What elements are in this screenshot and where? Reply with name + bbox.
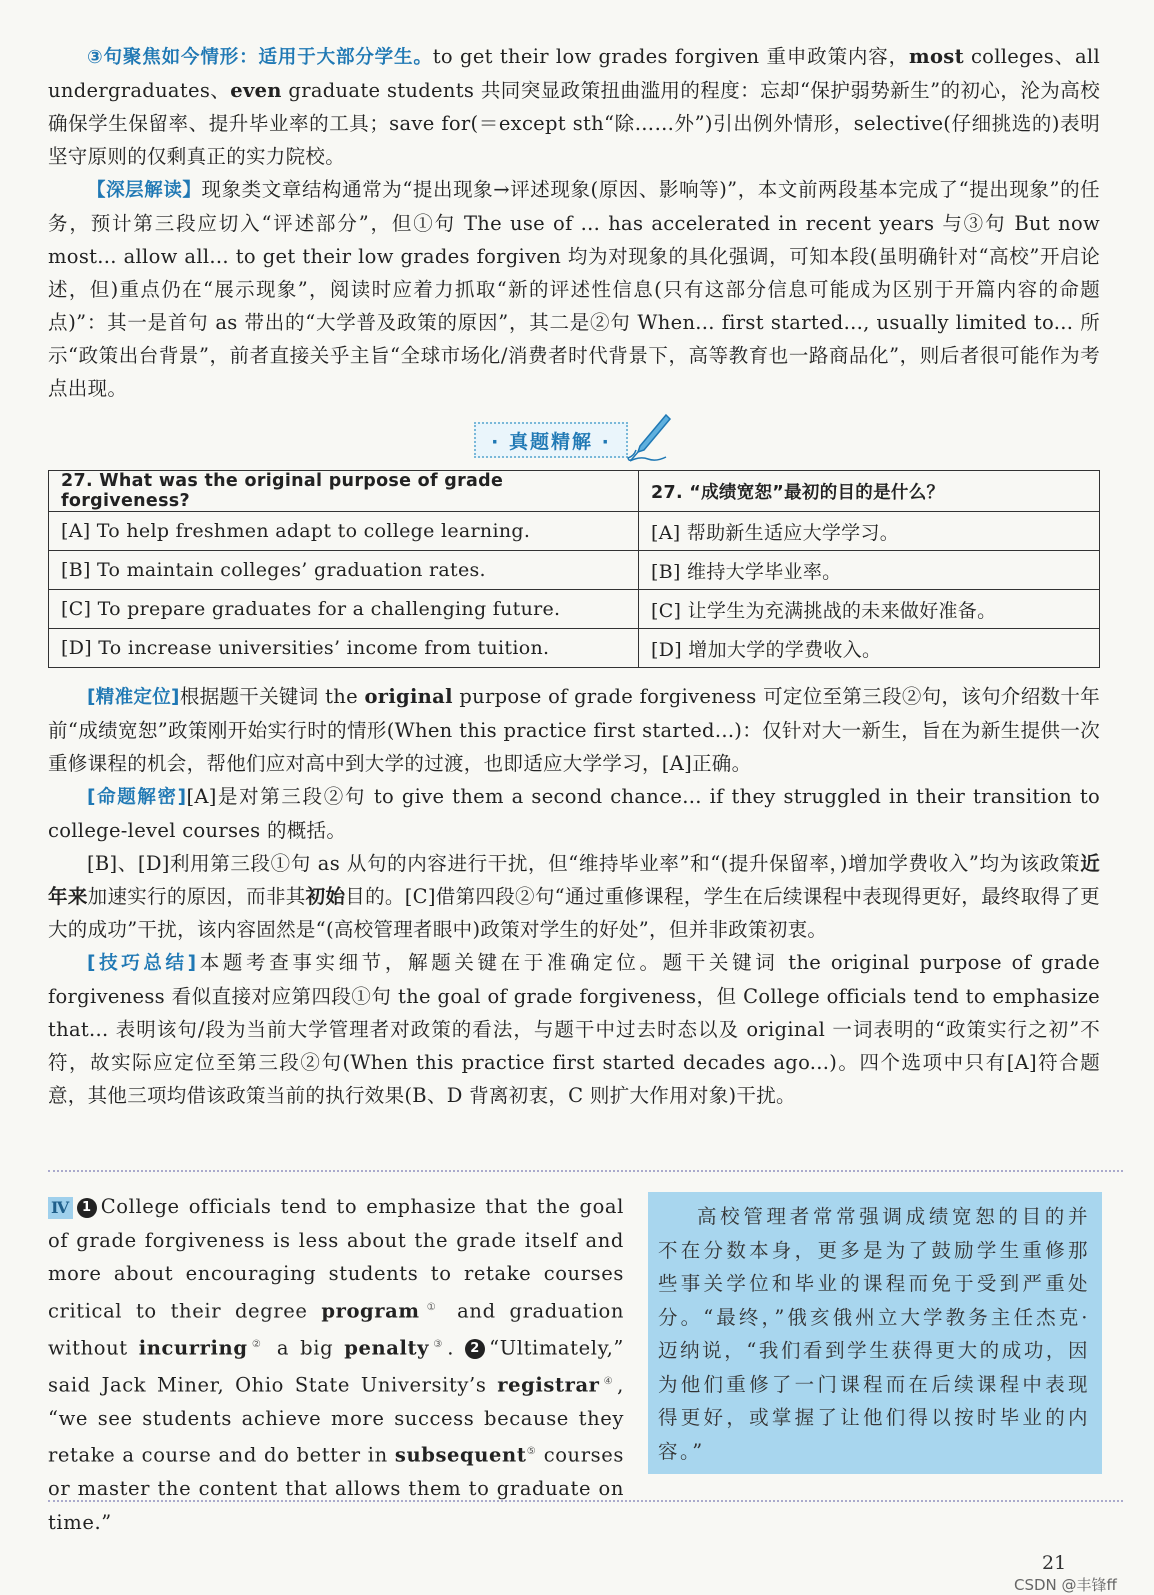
vocab-word: subsequent — [394, 1443, 527, 1467]
deep-reading-tag: 【深层解读】 — [87, 180, 202, 201]
question-stem-row — [49, 471, 1100, 512]
question-stem-en: 27. What was the original purpose of grade forgiveness? — [49, 471, 639, 512]
precise-locate-paragraph: [精准定位]根据题干关键词 the original purpose of grade forgiveness 可定位至第三段②句，该句介绍数十年前“成绩宽恕”政策刚开始实行时的情形(When this practice first started...)：仅针对大一新生，旨在为新生提供一次重修课程的机会，帮他们应对高中到大学的过渡，也即适应大学学习，[A]正确。 — [48, 685, 1100, 775]
paragraph-number-badge: Ⅳ — [48, 1197, 73, 1219]
option-cn: [D] 增加大学的学费收入。 — [639, 629, 1100, 668]
pen-icon — [626, 412, 672, 464]
sentence-focus-highlight: ③句聚焦如今情形：适用于大部分学生。 — [87, 47, 433, 68]
vocab-word: program — [321, 1299, 420, 1322]
translation-box — [648, 1192, 1102, 1474]
sentence-number: 1 — [77, 1198, 97, 1218]
analysis-paragraph: ③句聚焦如今情形：适用于大部分学生。to get their low grades forgiven 重申政策内容，most colleges、all undergraduates、even graduate students 共同突显政策扭曲滥用的程度：忘却“保护弱势新生”的初心，沦为高校确保学生保留率、提升毕业率的工具；save for(＝except sth“除……外”)引出例外情形，selective(仔细挑选的)表明坚守原则的仅剩真正的实力院校。 — [48, 45, 1100, 168]
divider-bottom — [48, 1500, 1123, 1502]
option-en: [B] To maintain colleges’ graduation rates. — [49, 551, 639, 590]
skill-summary-tag: [技巧总结] — [87, 953, 197, 974]
option-row — [49, 512, 1100, 551]
option-cn: [A] 帮助新生适应大学学习。 — [639, 512, 1100, 551]
option-en: [D] To increase universities’ income from tuition. — [49, 629, 639, 668]
decode-tag: [命题解密] — [87, 787, 187, 808]
option-row — [49, 551, 1100, 590]
option-cn: [B] 维持大学毕业率。 — [639, 551, 1100, 590]
divider-top — [48, 1170, 1123, 1172]
decode-paragraph: [命题解密][A]是对第三段②句 to give them a second chance... if they struggled in their transition to college-level courses 的概括。 — [48, 785, 1100, 842]
translation-text: 高校管理者常常强调成绩宽恕的目的并不在分数本身，更多是为了鼓励学生重修那些事关学位和毕业的课程而免于受到严重处分。“最终，”俄亥俄州立大学教务主任杰克·迈纳说，“我们看到学生获得更大的成功，因为他们重修了一门课程而在后续课程中表现得更好，或掌握了让他们得以按时毕业的内容。” — [658, 1205, 1090, 1463]
watermark: CSDN @丰锋ff — [1014, 1576, 1117, 1594]
explanation-section — [48, 680, 1100, 1112]
deep-reading-paragraph: 【深层解读】现象类文章结构通常为“提出现象→评述现象(原因、影响等)”，本文前两段基本完成了“提出现象”的任务，预计第三段应切入“评述部分”，但①句 The use of ... has accelerated in recent years 与③句 But now most... allow all... to get their low grades forgiven 均为对现象的具化强调，可知本段(虽明确针对“高校”开启论述，但)重点仍在“展示现象”，阅读时应着力抓取“新的评述性信息(只有这部分信息可能成为区别于开篇内容的命题点)”：其一是首句 as 带出的“大学普及政策的原因”，其二是②句 When... first started..., usually limited to... 所示“政策出台背景”，前者直接关乎主旨“全球市场化/消费者时代背景下，高等教育也一路商品化”，则后者很可能作为考点出现。 — [48, 178, 1100, 400]
section-banner — [468, 412, 678, 464]
question-table — [48, 470, 1100, 668]
option-cn: [C] 让学生为充满挑战的未来做好准备。 — [639, 590, 1100, 629]
skill-summary-paragraph: [技巧总结]本题考查事实细节，解题关键在于准确定位。题干关键词 the original purpose of grade forgiveness 看似直接对应第四段①句 the goal of grade forgiveness，但 College officials tend to emphasize that... 表明该句/段为当前大学管理者对政策的看法，与题干中过去时态以及 original 一词表明的“政策实行之初”不符，故实际应定位至第三段②句(When this practice first started decades ago...)。四个选项中只有[A]符合题意，其他三项均借该政策当前的执行效果(B、D 背离初衷，C 则扩大作用对象)干扰。 — [48, 951, 1100, 1107]
vocab-word: registrar — [497, 1373, 600, 1396]
precise-locate-tag: [精准定位] — [87, 687, 180, 708]
question-stem-cn: 27. “成绩宽恕”最初的目的是什么？ — [639, 471, 1100, 512]
decode-paragraph-2: [B]、[D]利用第三段①句 as 从句的内容进行干扰，但“维持毕业率”和“(提升保留率，)增加学费收入”均为该政策近年来加速实行的原因，而非其初始目的。[C]借第四段②句“通过重修课程，学生在后续课程中表现得更好，最终取得了更大的成功”干扰，该内容固然是“(高校管理者眼中)政策对学生的好处”，但并非政策初衷。 — [48, 852, 1100, 941]
banner-label: · 真题精解 · — [474, 422, 628, 458]
page-number: 21 — [1042, 1552, 1067, 1574]
option-row — [49, 590, 1100, 629]
option-row — [49, 629, 1100, 668]
vocab-word: incurring — [138, 1336, 248, 1359]
option-en: [A] To help freshmen adapt to college learning. — [49, 512, 639, 551]
option-en: [C] To prepare graduates for a challenging future. — [49, 590, 639, 629]
sentence-number: 2 — [465, 1339, 485, 1359]
passage-paragraph: Ⅳ 1 College officials tend to emphasize that the goal of grade forgiveness is less about the grade itself and more about encouraging students to retake courses critical to their degree program① and graduation without incurring② a big penalty③. 2 “Ultimately,” said Jack Miner, Ohio State University’s registrar④, “we see students achieve more success because they retake a course and do better in subsequent⑤ courses or master the content that allows them to graduate on time.” — [48, 1195, 624, 1534]
vocab-word: penalty — [344, 1336, 430, 1359]
analysis-section — [48, 40, 1100, 405]
